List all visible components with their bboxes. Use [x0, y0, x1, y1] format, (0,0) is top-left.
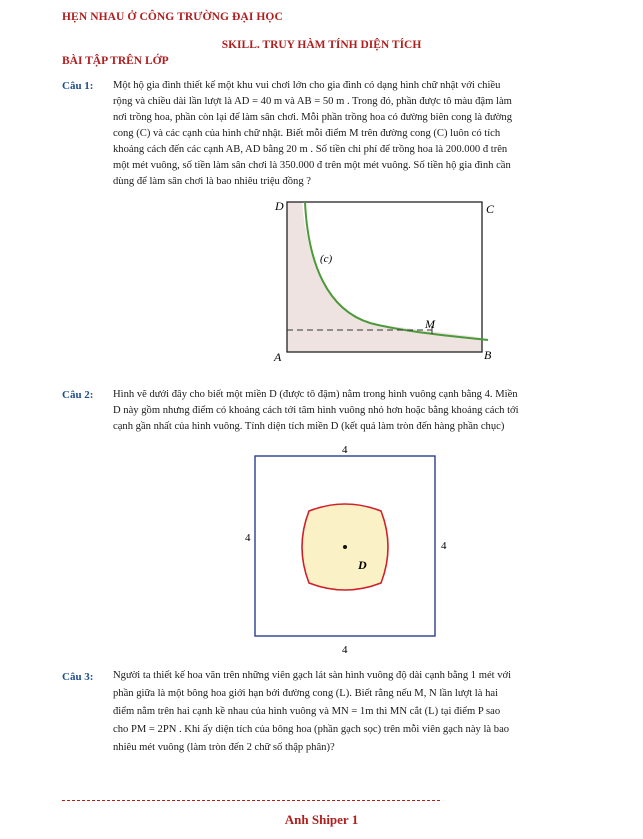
question-line: Người ta thiết kế hoa văn trên những viên gạch lát sàn hình vuông độ dài cạnh bằng 1 mét với	[113, 670, 512, 681]
question-1-label: Câu 1:	[62, 80, 94, 92]
region-d-label: D	[358, 558, 367, 572]
question-line: D này gồm nhưng điểm có khoảng cách tới tâm hình vuông nhỏ hơn hoặc bằng khoảng cách tới	[113, 405, 519, 416]
question-line: cong (C) và các cạnh của hình chữ nhật. Biết mỗi điểm M trên đường cong (C) luôn có tích	[113, 128, 501, 139]
side-label-top: 4	[342, 444, 348, 456]
point-m-label: M	[425, 317, 435, 331]
vertex-c-label: C	[486, 202, 495, 216]
footer-text: Anh Shiper 1	[284, 812, 359, 827]
vertex-a-label: A	[274, 350, 282, 364]
center-point	[343, 545, 347, 549]
skill-title: SKILL. TRUY HÀM TÍNH DIỆN TÍCH	[221, 39, 422, 51]
page-header: HẸN NHAU Ở CÔNG TRƯỜNG ĐẠI HỌC	[62, 11, 283, 23]
curve-label: (c)	[320, 253, 333, 265]
question-3-text	[113, 667, 583, 757]
question-line: khoảng cách đến các cạnh AB, AD bằng 20 m . Số tiền chi phí để trồng hoa là 200.000 đ trên	[113, 144, 508, 155]
question-line: cạnh gần nhất của hình vuông. Tính diện tích miền D (kết quả làm tròn đến hàng phần chục)	[113, 421, 505, 432]
footer-divider	[62, 800, 440, 801]
question-line: Hình vẽ dưới đây cho biết một miền D (được tô đậm) nằm trong hình vuông cạnh bằng 4. Miền	[113, 389, 518, 400]
side-label-bottom: 4	[342, 644, 348, 656]
vertex-b-label: B	[484, 348, 492, 362]
question-line: nhiêu mét vuông (làm tròn đến 2 chữ số thập phân)?	[113, 742, 335, 753]
flower-region	[287, 202, 482, 352]
question-line: phần giữa là một bông hoa giới hạn bởi đường cong (L). Biết rằng nếu M, N lần lượt là hai	[113, 688, 499, 699]
question-line: Một hộ gia đình thiết kế một khu vui chơi lớn cho gia đình có dạng hình chữ nhật với chiều	[113, 80, 501, 91]
question-1-text	[113, 78, 583, 190]
question-2-text	[113, 387, 583, 435]
question-2-label: Câu 2:	[62, 389, 94, 401]
question-3-label: Câu 3:	[62, 671, 94, 683]
section-title: BÀI TẬP TRÊN LỚP	[62, 55, 169, 67]
vertex-d-label: D	[275, 199, 284, 213]
question-line: nơi trồng hoa, phần còn lại để làm sân chơi. Mỗi phần trồng hoa có đường biên cong là đường	[113, 112, 512, 123]
side-label-left: 4	[245, 532, 251, 544]
question-line: rộng và chiều dài lần lượt là AD = 40 m và AB = 50 m . Trong đó, phần được tô màu đậm làm	[113, 96, 512, 107]
question-line: một mét vuông, số tiền làm sân chơi là 350.000 đ trên một mét vuông. Số tiền hộ gia đình cần	[113, 160, 511, 171]
side-label-right: 4	[441, 540, 447, 552]
question-line: điểm nằm trên hai cạnh kề nhau của hình vuông và MN = 1m thì MN cắt (L) tại điểm P sao	[113, 706, 501, 717]
question-line: dùng để làm sân chơi là bao nhiêu triệu đồng ?	[113, 176, 312, 187]
question-line: cho PM = 2PN . Khi ấy diện tích của bông hoa (phần gạch sọc) trên mỗi viên gạch này là bao	[113, 724, 510, 735]
figure-2-square-diagram	[240, 440, 460, 660]
figure-1-rectangle-diagram	[260, 195, 510, 370]
